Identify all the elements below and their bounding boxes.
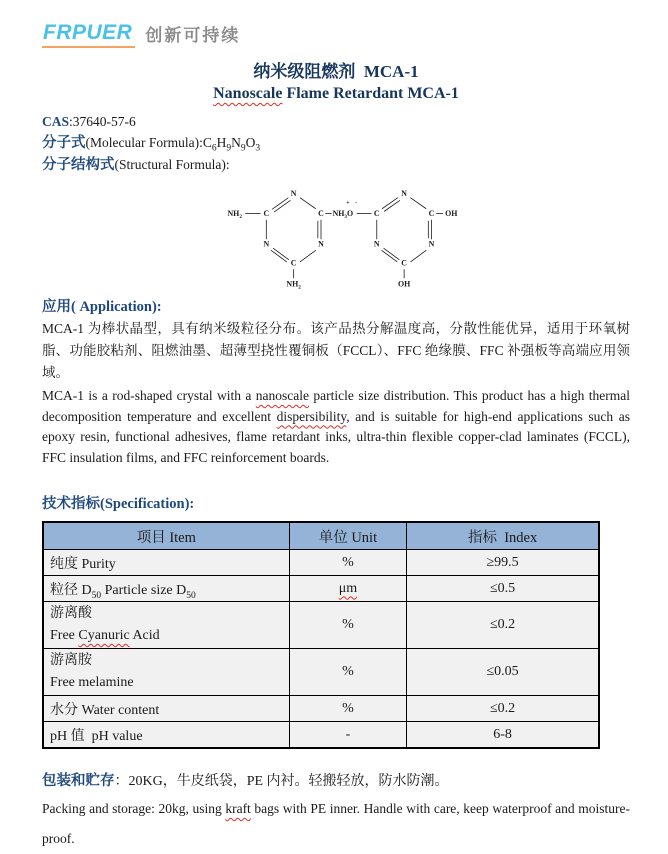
packing-line-en: Packing and storage: 20kg, using kraft bags with PE inner. Handle with care, keep waterproof and moisture-proof. [42,801,630,846]
structure-svg [220,178,462,290]
cell-unit: % [289,602,407,649]
atom-label: N [318,239,324,249]
atom-label: $NH_2$ [286,279,301,291]
cas-label: CAS [42,114,70,129]
cell-index: ≤0.5 [407,576,599,602]
cell-index: ≤0.2 [407,602,599,649]
page-title-en [42,85,630,103]
page-title-zh: 纳米级阻燃剂 MCA-1 [253,62,419,81]
col-header-unit: 单位 Unit [289,522,407,550]
cas-line [42,111,630,132]
col-header-index: 指标 Index [407,522,599,550]
table-header-row [43,522,599,550]
title-en-rest: Flame Retardant MCA-1 [282,85,459,102]
cell-item: 纯度 Purity [43,550,289,576]
bridge-nh3o-label: $NH_3O$ [332,209,354,221]
packing-line-zh [42,769,630,790]
mf-label-en: (Molecular Formula): [85,135,203,150]
misspelled-word: nanoscale [255,388,310,403]
application-heading: 应用( Application): [42,299,162,315]
cell-index: ≤0.05 [407,649,599,696]
table-row [43,602,599,649]
mf-label-zh: 分子式 [42,135,86,151]
table-row [43,550,599,576]
atom-label: N [263,239,270,249]
mf-formula: $C_6H_9N_9O_3$ [202,135,261,154]
atom-label: C [401,258,407,268]
misspelled-word: dispersibility [276,408,347,424]
atom-label: C [373,209,380,219]
sf-label-zh: 分子结构式 [42,157,115,173]
cell-item: 水分 Water content [43,696,289,722]
logo-row [42,20,630,48]
atom-label: C [428,209,435,219]
packing-text-zh: ：20KG，牛皮纸袋，PE 内衬。轻搬轻放，防水防潮。 [114,774,449,789]
cell-item: pH 值 pH value [43,722,289,749]
table-row [43,696,599,722]
packing-label: 包装和贮存 [42,773,115,789]
atom-label: C [318,209,324,219]
cell-unit: - [289,722,407,749]
molecular-formula-line [42,132,630,154]
misspelled-word: kraft [225,801,251,816]
brand-tagline: 创新可持续 [145,26,241,45]
cas-value: :37640-57-6 [69,114,136,129]
cell-unit: % [289,649,407,696]
atom-label: N [401,189,407,199]
cell-item: 粒径 $D_{50}$ Particle size $D_{50}$ [43,576,289,602]
specification-table [42,521,600,749]
atom-label: $NH_2$ [227,209,242,221]
atom-label: C [263,209,270,219]
brand-logo: FRPUER [42,22,135,48]
col-header-item: 项目 Item [43,522,289,550]
cell-item: 游离酸 Free Cyanuric Acid [43,602,289,649]
cell-index: ≥99.5 [407,550,599,576]
structural-formula-diagram [52,178,630,290]
cell-unit: % [289,696,407,722]
application-paragraph-en: MCA-1 is a rod-shaped crystal with a nanoscale particle size distribution. This product has a high thermal decomposition temperature and excellent dispersibility, and is suitable for high-end applications such as epoxy resin, functional adhesives, flame retardant inks, ultra-thin flexible copper-clad laminates (FCCL), FFC insulation films, and FFC reinforcement boards. [42,388,630,465]
table-row [43,576,599,602]
cell-item: 游离胺 Free melamine [43,649,289,696]
atom-label: OH [445,209,458,219]
cell-unit: μm [289,576,407,602]
table-row [43,649,599,696]
sf-label-en: (Structural Formula): [114,157,230,172]
table-row [43,722,599,749]
application-paragraph-zh: MCA-1 为棒状晶型，具有纳米级粒径分布。该产品热分解温度高，分散性能优异，适用于环氧树脂、功能胶粘剂、阻燃油墨、超薄型挠性覆铜板（FCCL）、FFC 绝缘膜、FFC 补强板等高端应用领域。 [42,321,630,380]
atom-label: N [290,189,297,199]
atom-label: OH [397,279,411,289]
structural-formula-line [42,154,630,176]
atom-label: N [373,239,380,249]
product-info [42,111,630,176]
atom-label: C [290,258,297,268]
cell-index: 6-8 [407,722,599,749]
cell-index: ≤0.2 [407,696,599,722]
title-en-misspelled-word: Nanoscale [213,85,283,102]
charge-plus: + [346,200,350,207]
specification-heading: 技术指标(Specification): [42,496,195,512]
atom-label: N [428,239,435,249]
cell-unit: % [289,550,407,576]
charge-minus: - [355,200,358,207]
